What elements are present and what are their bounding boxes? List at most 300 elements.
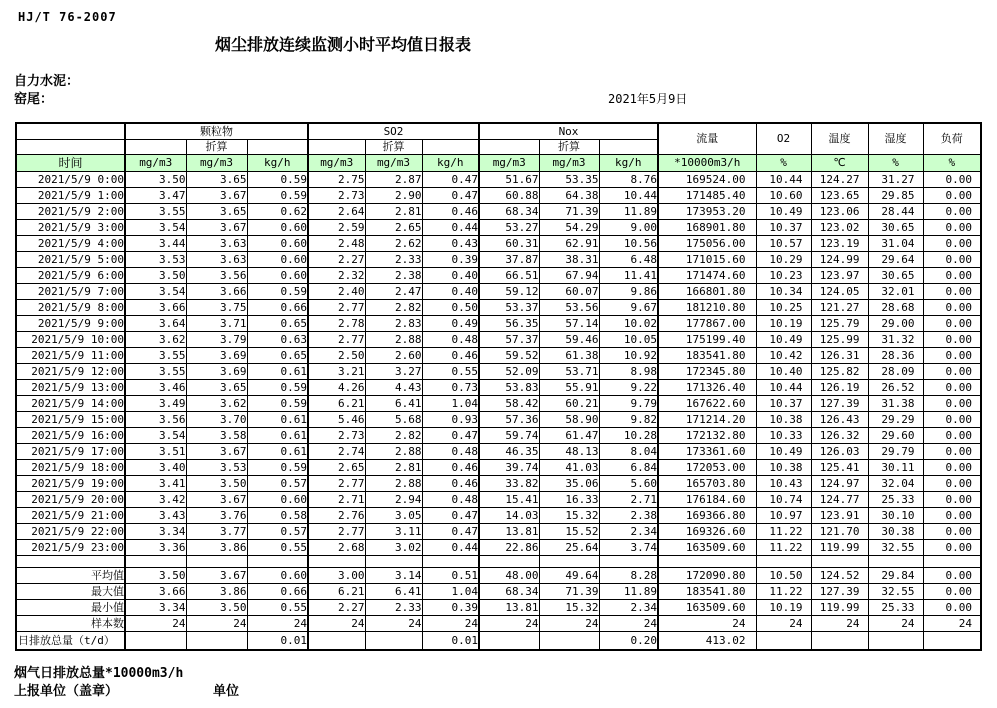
value-cell: 2.50 [308, 347, 365, 363]
value-cell: 24 [868, 615, 923, 631]
value-cell [479, 631, 539, 650]
value-cell: 0.00 [923, 219, 981, 235]
value-cell: 0.00 [923, 427, 981, 443]
value-cell: 10.56 [599, 235, 658, 251]
value-cell [811, 555, 868, 567]
table-body [16, 171, 981, 650]
value-cell: 126.32 [811, 427, 868, 443]
value-cell: 32.01 [868, 283, 923, 299]
value-cell: 59.74 [479, 427, 539, 443]
row-label-cell: 2021/5/9 15:00 [16, 411, 125, 427]
value-cell: 24 [308, 615, 365, 631]
value-cell: 30.10 [868, 507, 923, 523]
value-cell: 10.43 [756, 475, 811, 491]
value-cell: 31.04 [868, 235, 923, 251]
value-cell: 3.54 [125, 283, 186, 299]
value-cell: 2.64 [308, 203, 365, 219]
row-label-cell: 2021/5/9 4:00 [16, 235, 125, 251]
value-cell: 0.59 [247, 395, 308, 411]
value-cell: 3.56 [125, 411, 186, 427]
group-nox: Nox [479, 123, 658, 139]
value-cell: 0.00 [923, 475, 981, 491]
value-cell: 28.36 [868, 347, 923, 363]
value-cell: 14.03 [479, 507, 539, 523]
value-cell: 3.36 [125, 539, 186, 555]
value-cell: 3.05 [365, 507, 422, 523]
unit-cell: mg/m3 [479, 154, 539, 171]
value-cell: 3.44 [125, 235, 186, 251]
value-cell: 3.40 [125, 459, 186, 475]
value-cell: 2.73 [308, 427, 365, 443]
unit-cell: mg/m3 [539, 154, 599, 171]
value-cell: 2.90 [365, 187, 422, 203]
row-label-cell: 2021/5/9 6:00 [16, 267, 125, 283]
value-cell: 0.00 [923, 331, 981, 347]
value-cell: 10.49 [756, 203, 811, 219]
value-cell: 24 [658, 615, 756, 631]
value-cell: 24 [125, 615, 186, 631]
subheader-converted: 折算 [186, 139, 247, 154]
header-blank-cell [16, 139, 125, 154]
unit-cell: mg/m3 [125, 154, 186, 171]
value-cell: 3.50 [125, 567, 186, 583]
value-cell: 3.86 [186, 583, 247, 599]
report-table [15, 122, 982, 651]
value-cell: 29.00 [868, 315, 923, 331]
header-blank-cell [247, 139, 308, 154]
value-cell: 2.32 [308, 267, 365, 283]
value-cell: 3.56 [186, 267, 247, 283]
value-cell: 3.50 [125, 171, 186, 187]
value-cell: 0.59 [247, 187, 308, 203]
value-cell: 10.42 [756, 347, 811, 363]
value-cell: 6.41 [365, 395, 422, 411]
value-cell [539, 555, 599, 567]
value-cell: 3.11 [365, 523, 422, 539]
value-cell: 3.54 [125, 427, 186, 443]
value-cell: 56.35 [479, 315, 539, 331]
value-cell: 3.54 [125, 219, 186, 235]
summary-row [16, 599, 981, 615]
value-cell: 3.53 [186, 459, 247, 475]
value-cell: 0.47 [422, 187, 479, 203]
value-cell: 173953.20 [658, 203, 756, 219]
spacer-row [16, 555, 981, 567]
value-cell: 2.87 [365, 171, 422, 187]
header-blank-cell [308, 139, 365, 154]
value-cell: 2.81 [365, 459, 422, 475]
value-cell: 0.00 [923, 567, 981, 583]
value-cell: 3.67 [186, 187, 247, 203]
value-cell: 163509.60 [658, 539, 756, 555]
value-cell: 183541.80 [658, 347, 756, 363]
value-cell: 169326.60 [658, 523, 756, 539]
value-cell: 0.55 [422, 363, 479, 379]
header-blank-cell [479, 139, 539, 154]
value-cell: 0.00 [923, 251, 981, 267]
value-cell: 126.19 [811, 379, 868, 395]
value-cell: 11.41 [599, 267, 658, 283]
data-row [16, 475, 981, 491]
value-cell: 3.62 [125, 331, 186, 347]
value-cell: 6.84 [599, 459, 658, 475]
value-cell: 123.91 [811, 507, 868, 523]
value-cell: 2.88 [365, 443, 422, 459]
value-cell: 11.22 [756, 583, 811, 599]
value-cell: 5.68 [365, 411, 422, 427]
value-cell: 0.00 [923, 363, 981, 379]
value-cell: 172053.00 [658, 459, 756, 475]
value-cell: 0.60 [247, 567, 308, 583]
value-cell: 60.07 [539, 283, 599, 299]
value-cell: 10.23 [756, 267, 811, 283]
standard-code: HJ/T 76-2007 [18, 10, 117, 24]
row-label-cell: 2021/5/9 7:00 [16, 283, 125, 299]
header-units-row [16, 154, 981, 171]
row-label-cell: 2021/5/9 1:00 [16, 187, 125, 203]
value-cell: 30.11 [868, 459, 923, 475]
value-cell [923, 555, 981, 567]
station-label: 窑尾： [14, 92, 54, 107]
value-cell: 29.60 [868, 427, 923, 443]
value-cell: 0.58 [247, 507, 308, 523]
value-cell: 3.64 [125, 315, 186, 331]
value-cell: 0.59 [247, 283, 308, 299]
value-cell: 32.55 [868, 583, 923, 599]
value-cell [125, 555, 186, 567]
value-cell: 10.44 [756, 379, 811, 395]
value-cell [365, 555, 422, 567]
value-cell: 127.39 [811, 395, 868, 411]
value-cell: 10.02 [599, 315, 658, 331]
value-cell: 2.34 [599, 523, 658, 539]
value-cell: 0.60 [247, 491, 308, 507]
data-row [16, 203, 981, 219]
value-cell: 2.74 [308, 443, 365, 459]
value-cell: 46.35 [479, 443, 539, 459]
value-cell: 3.62 [186, 395, 247, 411]
value-cell: 3.27 [365, 363, 422, 379]
value-cell: 171474.60 [658, 267, 756, 283]
value-cell: 3.42 [125, 491, 186, 507]
value-cell: 10.33 [756, 427, 811, 443]
value-cell: 10.97 [756, 507, 811, 523]
value-cell: 173361.60 [658, 443, 756, 459]
value-cell: 2.83 [365, 315, 422, 331]
value-cell: 25.64 [539, 539, 599, 555]
value-cell: 0.00 [923, 203, 981, 219]
value-cell: 172090.80 [658, 567, 756, 583]
value-cell [599, 555, 658, 567]
value-cell: 71.39 [539, 203, 599, 219]
value-cell: 24 [923, 615, 981, 631]
value-cell: 53.71 [539, 363, 599, 379]
row-label-cell: 2021/5/9 23:00 [16, 539, 125, 555]
value-cell: 58.42 [479, 395, 539, 411]
row-label-cell: 2021/5/9 11:00 [16, 347, 125, 363]
group-particulate: 颗粒物 [125, 123, 308, 139]
value-cell: 10.19 [756, 599, 811, 615]
value-cell: 0.60 [247, 267, 308, 283]
value-cell: 0.93 [422, 411, 479, 427]
value-cell: 2.27 [308, 599, 365, 615]
value-cell: 0.00 [923, 283, 981, 299]
value-cell: 0.48 [422, 491, 479, 507]
value-cell: 1.04 [422, 583, 479, 599]
value-cell: 163509.60 [658, 599, 756, 615]
value-cell: 57.14 [539, 315, 599, 331]
value-cell: 3.70 [186, 411, 247, 427]
value-cell: 166801.80 [658, 283, 756, 299]
value-cell: 10.05 [599, 331, 658, 347]
value-cell: 2.34 [599, 599, 658, 615]
row-label-cell: 2021/5/9 12:00 [16, 363, 125, 379]
summary-row [16, 583, 981, 599]
value-cell: 2.71 [599, 491, 658, 507]
value-cell: 10.29 [756, 251, 811, 267]
value-cell: 0.00 [923, 523, 981, 539]
value-cell: 10.60 [756, 187, 811, 203]
value-cell: 66.51 [479, 267, 539, 283]
value-cell: 2.48 [308, 235, 365, 251]
data-row [16, 171, 981, 187]
value-cell: 2.71 [308, 491, 365, 507]
header-o2: O2 [756, 123, 811, 154]
value-cell: 0.00 [923, 187, 981, 203]
value-cell: 2.59 [308, 219, 365, 235]
data-row [16, 507, 981, 523]
value-cell: 3.50 [125, 267, 186, 283]
value-cell [247, 555, 308, 567]
value-cell: 0.55 [247, 599, 308, 615]
value-cell: 0.00 [923, 379, 981, 395]
value-cell: 183541.80 [658, 583, 756, 599]
value-cell: 126.03 [811, 443, 868, 459]
header-time: 时间 [16, 154, 125, 171]
value-cell: 0.00 [923, 539, 981, 555]
report-title: 烟尘排放连续监测小时平均值日报表 [215, 35, 472, 54]
value-cell: 3.55 [125, 347, 186, 363]
value-cell: 2.78 [308, 315, 365, 331]
value-cell: 125.41 [811, 459, 868, 475]
value-cell: 38.31 [539, 251, 599, 267]
value-cell: 25.33 [868, 491, 923, 507]
unit-cell: % [923, 154, 981, 171]
value-cell: 15.41 [479, 491, 539, 507]
value-cell: 0.00 [923, 583, 981, 599]
value-cell: 123.06 [811, 203, 868, 219]
value-cell: 0.62 [247, 203, 308, 219]
value-cell: 2.65 [365, 219, 422, 235]
value-cell: 0.66 [247, 583, 308, 599]
row-label-cell: 2021/5/9 5:00 [16, 251, 125, 267]
value-cell: 26.52 [868, 379, 923, 395]
value-cell: 3.65 [186, 171, 247, 187]
value-cell: 10.38 [756, 459, 811, 475]
value-cell: 3.49 [125, 395, 186, 411]
value-cell [186, 555, 247, 567]
value-cell: 0.39 [422, 251, 479, 267]
unit-cell: kg/h [247, 154, 308, 171]
value-cell: 11.22 [756, 539, 811, 555]
value-cell: 8.76 [599, 171, 658, 187]
value-cell: 31.38 [868, 395, 923, 411]
data-row [16, 395, 981, 411]
value-cell: 10.37 [756, 395, 811, 411]
value-cell: 15.32 [539, 599, 599, 615]
value-cell: 3.55 [125, 363, 186, 379]
value-cell [756, 555, 811, 567]
value-cell: 3.69 [186, 347, 247, 363]
value-cell: 9.00 [599, 219, 658, 235]
value-cell: 0.40 [422, 283, 479, 299]
report-date: 2021年5月9日 [608, 92, 688, 106]
value-cell: 68.34 [479, 583, 539, 599]
value-cell: 0.00 [923, 491, 981, 507]
value-cell: 10.44 [756, 171, 811, 187]
value-cell: 0.00 [923, 411, 981, 427]
value-cell: 169366.80 [658, 507, 756, 523]
value-cell: 181210.80 [658, 299, 756, 315]
value-cell: 48.00 [479, 567, 539, 583]
value-cell: 3.67 [186, 491, 247, 507]
unit-cell: mg/m3 [186, 154, 247, 171]
data-row [16, 299, 981, 315]
value-cell: 13.81 [479, 599, 539, 615]
value-cell: 177867.00 [658, 315, 756, 331]
value-cell: 32.04 [868, 475, 923, 491]
value-cell: 11.22 [756, 523, 811, 539]
header-humidity: 湿度 [868, 123, 923, 154]
value-cell: 0.59 [247, 171, 308, 187]
value-cell: 0.66 [247, 299, 308, 315]
value-cell: 24 [365, 615, 422, 631]
footer-unit-label: 单位 [213, 684, 240, 699]
value-cell: 0.46 [422, 475, 479, 491]
value-cell: 3.50 [186, 475, 247, 491]
row-label-cell: 平均值 [16, 567, 125, 583]
data-row [16, 427, 981, 443]
value-cell: 3.66 [125, 583, 186, 599]
value-cell: 0.61 [247, 427, 308, 443]
value-cell: 167622.60 [658, 395, 756, 411]
value-cell: 48.13 [539, 443, 599, 459]
value-cell: 0.00 [923, 267, 981, 283]
table-header [16, 123, 981, 171]
value-cell: 54.29 [539, 219, 599, 235]
value-cell: 5.46 [308, 411, 365, 427]
value-cell: 3.86 [186, 539, 247, 555]
value-cell: 175199.40 [658, 331, 756, 347]
value-cell [539, 631, 599, 650]
data-row [16, 187, 981, 203]
value-cell: 15.52 [539, 523, 599, 539]
value-cell: 3.34 [125, 523, 186, 539]
value-cell: 53.83 [479, 379, 539, 395]
value-cell: 2.76 [308, 507, 365, 523]
value-cell: 32.55 [868, 539, 923, 555]
value-cell: 10.38 [756, 411, 811, 427]
value-cell: 10.37 [756, 219, 811, 235]
header-blank-cell [599, 139, 658, 154]
value-cell: 8.04 [599, 443, 658, 459]
group-so2: SO2 [308, 123, 479, 139]
data-row [16, 491, 981, 507]
value-cell: 53.27 [479, 219, 539, 235]
value-cell: 2.62 [365, 235, 422, 251]
value-cell: 0.00 [923, 599, 981, 615]
value-cell: 30.65 [868, 219, 923, 235]
data-row [16, 235, 981, 251]
value-cell: 0.00 [923, 395, 981, 411]
row-label-cell: 2021/5/9 2:00 [16, 203, 125, 219]
value-cell: 0.44 [422, 539, 479, 555]
value-cell: 24 [479, 615, 539, 631]
value-cell: 31.27 [868, 171, 923, 187]
row-label-cell: 2021/5/9 21:00 [16, 507, 125, 523]
value-cell: 24 [539, 615, 599, 631]
value-cell: 28.68 [868, 299, 923, 315]
value-cell: 2.27 [308, 251, 365, 267]
value-cell: 3.55 [125, 203, 186, 219]
unit-cell: kg/h [422, 154, 479, 171]
value-cell: 2.47 [365, 283, 422, 299]
value-cell: 176184.60 [658, 491, 756, 507]
value-cell: 413.02 [658, 631, 756, 650]
value-cell: 3.67 [186, 219, 247, 235]
value-cell: 171214.20 [658, 411, 756, 427]
value-cell: 3.14 [365, 567, 422, 583]
value-cell: 3.66 [125, 299, 186, 315]
value-cell: 3.34 [125, 599, 186, 615]
value-cell: 0.40 [422, 267, 479, 283]
value-cell: 2.88 [365, 331, 422, 347]
value-cell: 28.44 [868, 203, 923, 219]
summary-row [16, 631, 981, 650]
value-cell: 3.69 [186, 363, 247, 379]
value-cell: 169524.00 [658, 171, 756, 187]
row-label-cell: 2021/5/9 14:00 [16, 395, 125, 411]
data-row [16, 523, 981, 539]
value-cell: 61.47 [539, 427, 599, 443]
data-row [16, 283, 981, 299]
value-cell: 10.40 [756, 363, 811, 379]
value-cell: 11.89 [599, 203, 658, 219]
value-cell: 2.38 [599, 507, 658, 523]
value-cell: 9.22 [599, 379, 658, 395]
value-cell: 0.46 [422, 347, 479, 363]
value-cell: 175056.00 [658, 235, 756, 251]
value-cell: 24 [599, 615, 658, 631]
value-cell: 59.12 [479, 283, 539, 299]
value-cell [422, 555, 479, 567]
value-cell: 0.57 [247, 523, 308, 539]
value-cell: 24 [756, 615, 811, 631]
value-cell: 3.77 [186, 523, 247, 539]
value-cell: 0.00 [923, 443, 981, 459]
value-cell: 0.60 [247, 251, 308, 267]
value-cell: 3.63 [186, 235, 247, 251]
value-cell: 28.09 [868, 363, 923, 379]
value-cell: 10.74 [756, 491, 811, 507]
value-cell: 9.86 [599, 283, 658, 299]
subheader-converted: 折算 [539, 139, 599, 154]
value-cell [365, 631, 422, 650]
value-cell: 124.52 [811, 567, 868, 583]
row-label-cell: 2021/5/9 13:00 [16, 379, 125, 395]
value-cell: 3.41 [125, 475, 186, 491]
value-cell: 3.47 [125, 187, 186, 203]
